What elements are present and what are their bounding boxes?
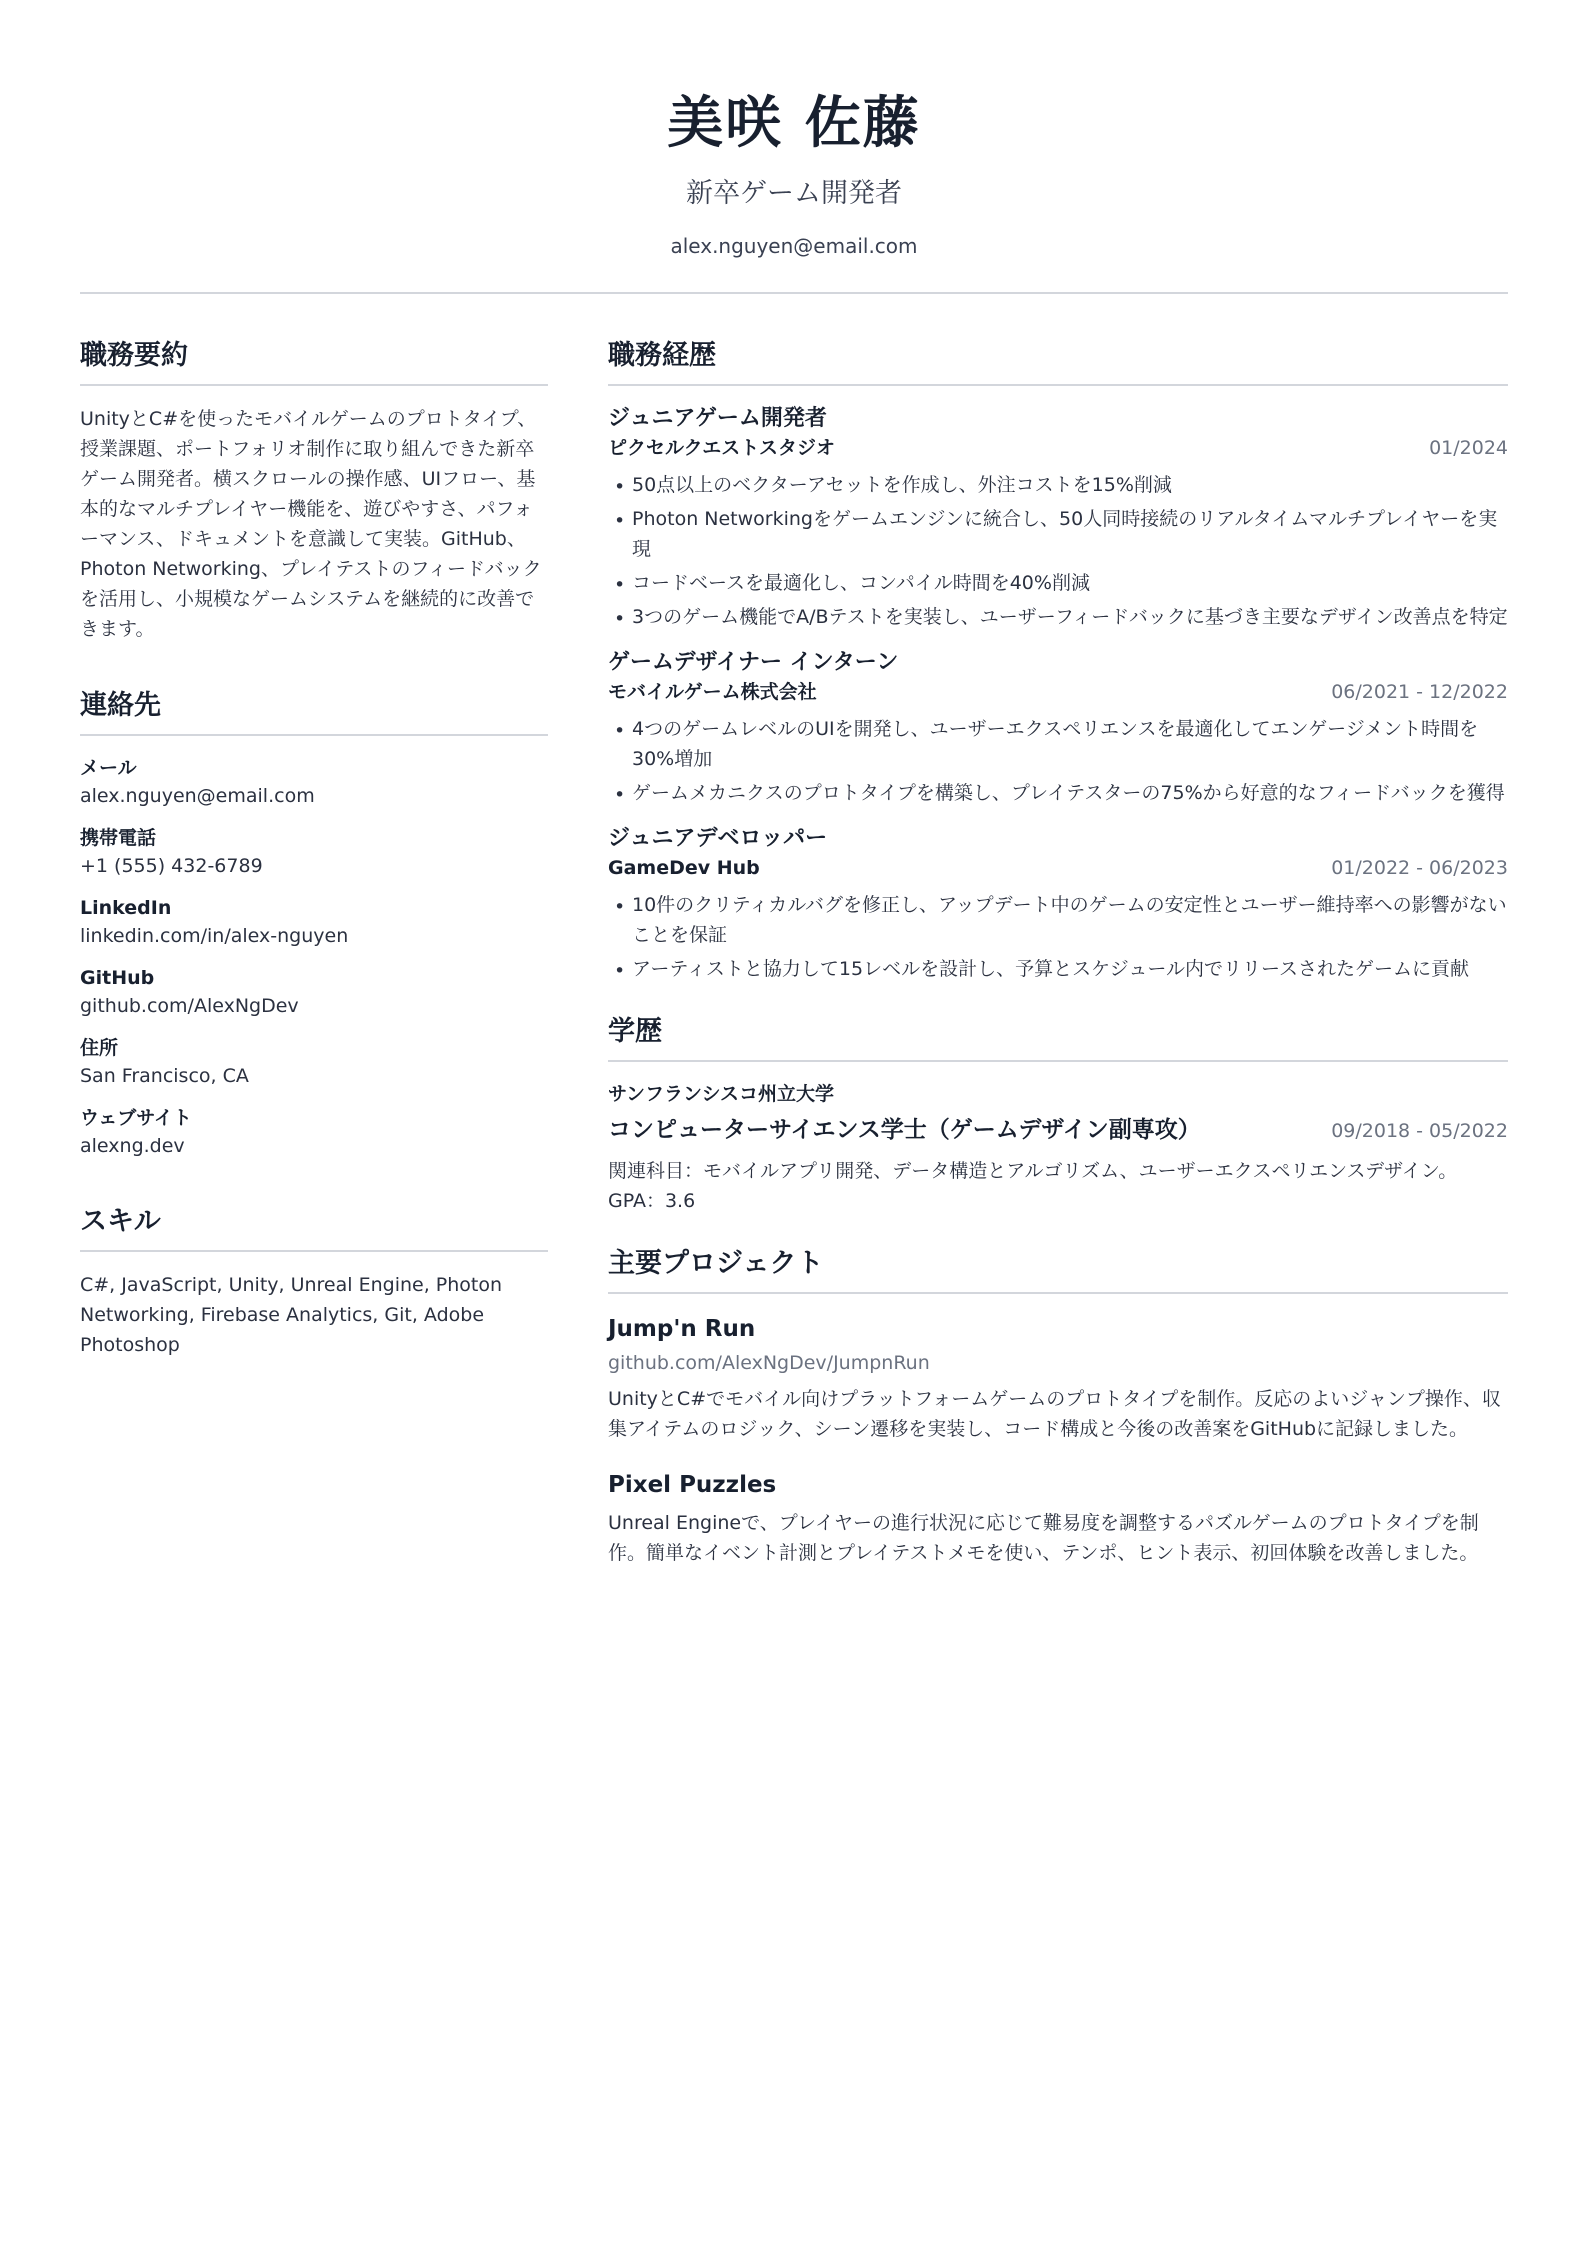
job-bullet: • 10件のクリティカルバグを修正し、アップデート中のゲームの安定性とユーザー維持率への影響がないことを保証 (608, 890, 1508, 950)
contact-label: 住所 (80, 1037, 119, 1059)
job-entry (608, 648, 1508, 808)
job-bullet: • 50点以上のベクターアセットを作成し、外注コストを15%削減 (608, 470, 1508, 500)
contact-item-phone (80, 824, 548, 880)
project-entry (608, 1468, 1508, 1568)
job-date: 01/2022 - 06/2023 (1331, 857, 1508, 879)
education-detail: 関連科目：モバイルアプリ開発、データ構造とアルゴリズム、ユーザーエクスペリエンスデザイン。GPA：3.6 (608, 1160, 1458, 1212)
contact-label: LinkedIn (80, 897, 172, 919)
job-entry (608, 404, 1508, 632)
job-bullet: • Photon Networkingをゲームエンジンに統合し、50人同時接続のリアルタイムマルチプレイヤーを実現 (608, 504, 1508, 564)
contact-value-address: San Francisco, CA (80, 1065, 249, 1087)
resume-header (80, 0, 1508, 260)
summary-text: UnityとC#を使ったモバイルゲームのプロトタイプ、授業課題、ポートフォリオ制作に取り組んできた新卒ゲーム開発者。横スクロールの操作感、UIフロー、基本的なマルチプレイヤー機能を、遊びやすさ、パフォーマンス、ドキュメントを意識して実装。GitHub、Photon Networking、プレイテストのフィードバックを活用し、小規模なゲームシステムを継続的に改善できます。 (80, 408, 542, 640)
experience-heading: 職務経歴 (608, 338, 1508, 386)
education-heading: 学歴 (608, 1014, 1508, 1062)
contact-item-email (80, 754, 548, 810)
job-entry (608, 824, 1508, 984)
job-title: ジュニアゲーム開発者 (608, 406, 827, 431)
project-name: Jump'n Run (608, 1316, 756, 1342)
contact-label: 携帯電話 (80, 827, 157, 849)
left-column (80, 338, 548, 1598)
project-entry (608, 1312, 1508, 1444)
experience-section (608, 338, 1508, 984)
job-date: 01/2024 (1429, 437, 1508, 459)
job-title: ゲームデザイナー インターン (608, 650, 899, 675)
job-bullet: • 4つのゲームレベルのUIを開発し、ユーザーエクスペリエンスを最適化してエンゲージメント時間を30%増加 (608, 714, 1508, 774)
contact-value-email[interactable]: alex.nguyen@email.com (80, 785, 315, 807)
right-column (608, 338, 1508, 1598)
education-degree: コンピューターサイエンス学士（ゲームデザイン副専攻） (608, 1117, 1201, 1143)
job-meta (608, 678, 1508, 706)
project-name: Pixel Puzzles (608, 1472, 777, 1498)
job-bullet: • アーティストと協力して15レベルを設計し、予算とスケジュール内でリリースされたゲームに貢献 (608, 954, 1508, 984)
contact-value-linkedin[interactable]: linkedin.com/in/alex-nguyen (80, 925, 349, 947)
header-divider (80, 292, 1508, 294)
job-title: ジュニアデベロッパー (608, 826, 828, 851)
education-school: サンフランシスコ州立大学 (608, 1083, 835, 1105)
summary-heading: 職務要約 (80, 338, 548, 386)
contact-heading: 連絡先 (80, 688, 548, 736)
contact-section (80, 688, 548, 1160)
job-company: ピクセルクエストスタジオ (608, 437, 836, 459)
contact-value-github[interactable]: github.com/AlexNgDev (80, 995, 299, 1017)
contact-item-address (80, 1034, 548, 1090)
contact-label: GitHub (80, 967, 155, 989)
job-bullets (608, 890, 1508, 984)
job-bullet: • ゲームメカニクスのプロトタイプを構築し、プレイテスターの75%から好意的なフィードバックを獲得 (608, 778, 1508, 808)
project-description: UnityとC#でモバイル向けプラットフォームゲームのプロトタイプを制作。反応のよいジャンプ操作、収集アイテムのロジック、シーン遷移を実装し、コード構成と今後の改善案をGitHubに記録しました。 (608, 1388, 1501, 1440)
job-bullets (608, 714, 1508, 808)
project-description: Unreal Engineで、プレイヤーの進行状況に応じて難易度を調整するパズルゲームのプロトタイプを制作。簡単なイベント計測とプレイテストメモを使い、テンポ、ヒント表示、初回体験を改善しました。 (608, 1512, 1479, 1564)
resume-body (80, 338, 1508, 1598)
job-bullets (608, 470, 1508, 632)
education-row (608, 1114, 1508, 1146)
contact-item-github (80, 964, 548, 1020)
contact-item-linkedin (80, 894, 548, 950)
contact-label: ウェブサイト (80, 1107, 192, 1129)
project-link[interactable]: github.com/AlexNgDev/JumpnRun (608, 1352, 930, 1374)
projects-heading: 主要プロジェクト (608, 1246, 1508, 1294)
candidate-role: 新卒ゲーム開発者 (686, 178, 902, 209)
projects-section (608, 1246, 1508, 1568)
contact-item-website (80, 1104, 548, 1160)
job-bullet: • 3つのゲーム機能でA/Bテストを実装し、ユーザーフィードバックに基づき主要なデザイン改善点を特定 (608, 602, 1508, 632)
education-section (608, 1014, 1508, 1216)
header-email[interactable]: alex.nguyen@email.com (670, 234, 918, 258)
skills-heading: スキル (80, 1204, 548, 1252)
skills-section (80, 1204, 548, 1360)
job-meta (608, 434, 1508, 462)
job-company: モバイルゲーム株式会社 (608, 681, 817, 703)
contact-value-website[interactable]: alexng.dev (80, 1135, 185, 1157)
job-date: 06/2021 - 12/2022 (1331, 681, 1508, 703)
job-bullet: • コードベースを最適化し、コンパイル時間を40%削減 (608, 568, 1508, 598)
summary-section (80, 338, 548, 644)
skills-text: C#, JavaScript, Unity, Unreal Engine, Photon Networking, Firebase Analytics, Git, Adobe Photoshop (80, 1274, 503, 1356)
job-meta (608, 854, 1508, 882)
candidate-name: 美咲 佐藤 (667, 91, 921, 156)
education-date: 09/2018 - 05/2022 (1331, 1120, 1508, 1142)
contact-label: メール (80, 757, 137, 779)
job-company: GameDev Hub (608, 857, 760, 879)
contact-value-phone[interactable]: +1 (555) 432-6789 (80, 855, 263, 877)
